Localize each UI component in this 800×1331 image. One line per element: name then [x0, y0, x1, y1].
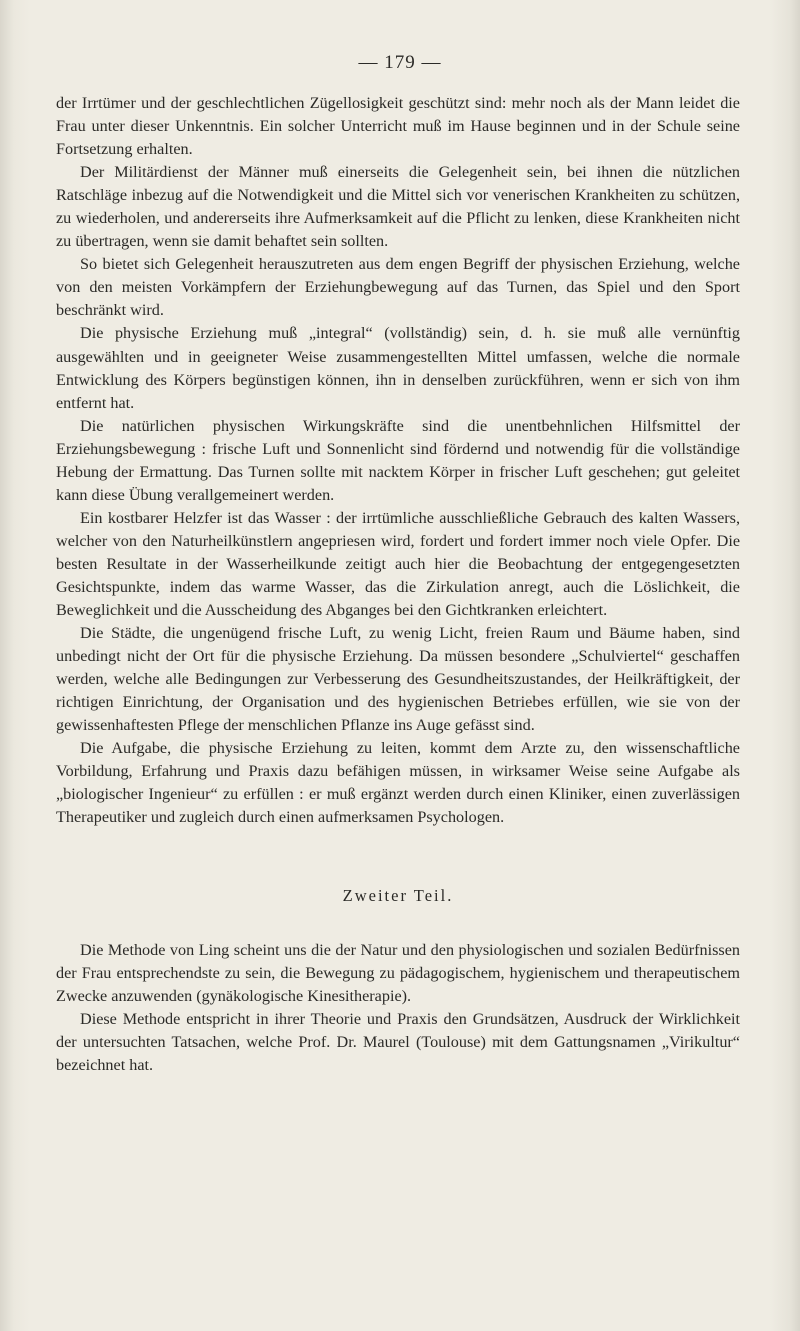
paragraph: Die natürlichen physischen Wirkungskräfte sind die unentbehnlichen Hilfsmittel der Erziehungsbewegung : frische Luft und Sonnenlicht sind fördernd und notwendig für die vollständige Hebung der Ermattung. Das Turnen sollte mit nacktem Körper in frischer Luft geschehen; gut geleitet kann diese Übung verallgemeinert werden.: [56, 416, 740, 504]
paragraph: Die Methode von Ling scheint uns die der Natur und den physiologischen und sozialen Bedürfnissen der Frau entsprechendste zu sein, die Bewegung zu pädagogischem, hygienischem und therapeutischem Zwecke anzuwenden (gynäkologische Kinesitherapie).: [56, 940, 740, 1005]
paragraph: Die Aufgabe, die physische Erziehung zu leiten, kommt dem Arzte zu, den wissenschaftliche Vorbildung, Erfahrung und Praxis dazu befähigen müssen, in wirksamer Weise seine Aufgabe als „biologischer Ingenieur“ zu erfüllen : er muß ergänzt werden durch einen Kliniker, einen zuverlässigen Therapeutiker und zugleich durch einen aufmerksamen Psychologen.: [56, 739, 740, 827]
paragraph: der Irrtümer und der geschlechtlichen Zügellosigkeit geschützt sind: mehr noch als der Mann leidet die Frau unter dieser Unkenntnis. Ein solcher Unterricht muß im Hause beginnen und in der Schule seine Fortsetzung erhalten.: [56, 94, 740, 159]
page-number: — 179 —: [358, 52, 442, 73]
paragraph: So bietet sich Gelegenheit herauszutreten aus dem engen Begriff der physischen Erziehung, welche von den meisten Vorkämpfern der Erziehungbewegung auf das Turnen, das Spiel und den Sport beschränkt wird.: [56, 255, 740, 320]
paragraph: Die physische Erziehung muß „integral“ (vollständig) sein, d. h. sie muß alle vernünftig ausgewählten und in geeigneter Weise zusammengestellten Mittel umfassen, welche die normale Entwicklung des Körpers begünstigen können, ihn in denselben zurückführen, wenn er sich von ihm entfernt hat.: [56, 324, 740, 412]
paragraph: Ein kostbarer Helzfer ist das Wasser : der irrtümliche ausschließliche Gebrauch des kalten Wassers, welcher von den Naturheilkünstlern angepriesen wird, fordert und fordert immer noch viele Opfer. Die besten Resultate in der Wasserheilkunde zeitigt auch hier die Beobachtung der entgegengesetzten Gesichtspunkte, indem das warme Wasser, das die Zirkulation anregt, auch die Löslichkeit, die Beweglichkeit und die Ausscheidung des Abganges bei den Gichtkranken erleichtert.: [56, 508, 740, 620]
paragraph: Diese Methode entspricht in ihrer Theorie und Praxis den Grundsätzen, Ausdruck der Wirklichkeit der untersuchten Tatsachen, welche Prof. Dr. Maurel (Toulouse) mit dem Gattungsnamen „Virikultur“ bezeichnet hat.: [56, 1009, 740, 1074]
page-body: [56, 92, 740, 1077]
paragraph: Der Militärdienst der Männer muß einerseits die Gelegenheit sein, bei ihnen die nützlichen Ratschläge inbezug auf die Notwendigkeit und die Mittel sich vor venerischen Krankheiten zu schützen, zu wiederholen, und andererseits ihre Aufmerksamkeit auf die Pflicht zu lenken, diese Krankheiten nicht zu übertragen, wenn sie damit behaftet sein sollten.: [56, 163, 740, 251]
paragraph: Die Städte, die ungenügend frische Luft, zu wenig Licht, freien Raum und Bäume haben, sind unbedingt nicht der Ort für die physische Erziehung. Da müssen besondere „Schulviertel“ geschaffen werden, welche alle Bedingungen zur Verbesserung des Gesundheitszustandes, der Heilkräftigkeit, der richtigen Einrichtung, der Organisation und des hygienischen Betriebes erfüllen, wie sie von der gewissenhaftesten Pflege der menschlichen Pflanze ins Auge gefässt sind.: [56, 624, 740, 735]
section-heading: Zweiter Teil.: [342, 885, 454, 905]
